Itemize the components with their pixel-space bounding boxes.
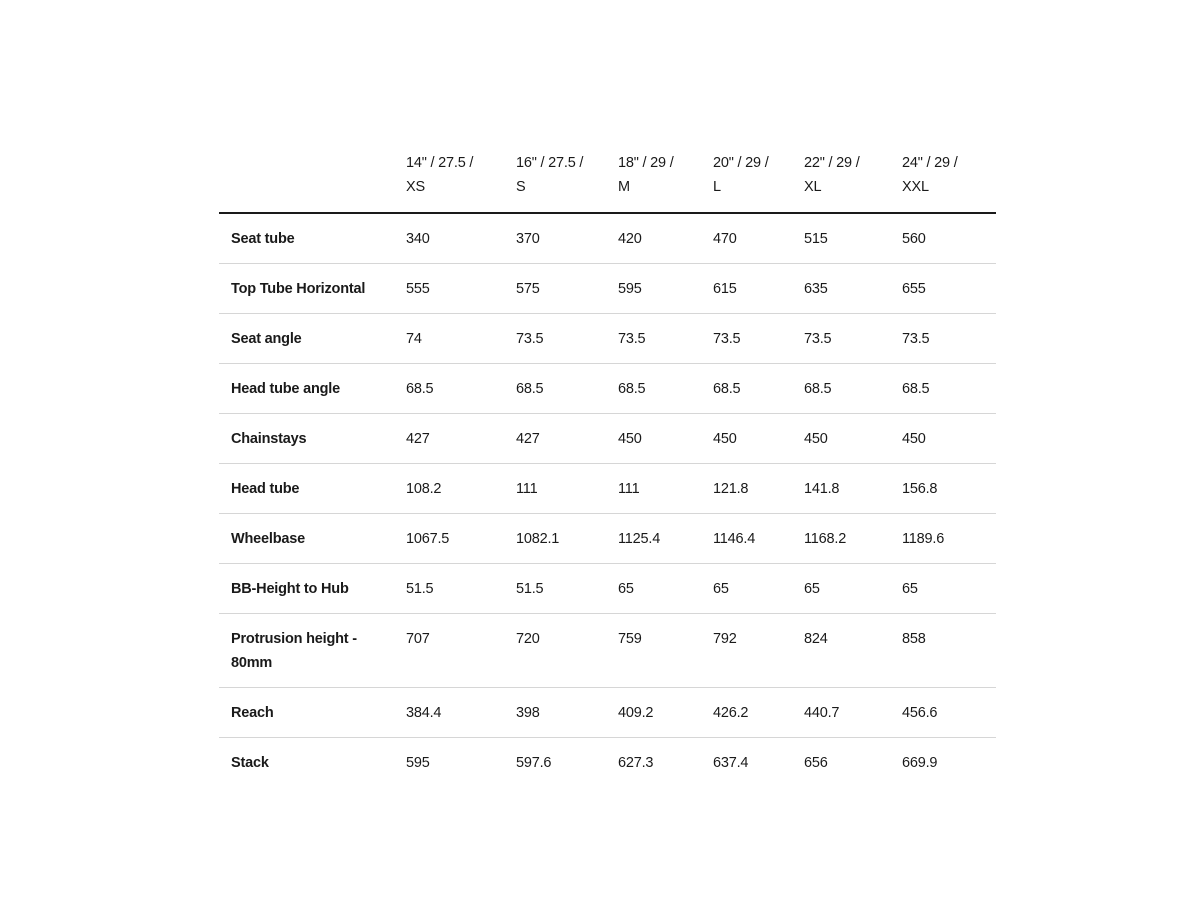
table-cell: 111 (606, 464, 701, 514)
table-cell: 669.9 (902, 755, 938, 771)
size-header-line: L (713, 179, 721, 195)
table-cell: 370 (504, 213, 606, 264)
table-cell: 427 (504, 414, 606, 464)
row-label: Head tube (219, 464, 394, 514)
table-cell: 456.6 (890, 688, 996, 738)
table-cell: 73.5 (701, 314, 792, 364)
size-header-line: XXL (902, 179, 929, 195)
table-row (219, 614, 996, 688)
table-row (219, 564, 996, 614)
row-label: Head tube angle (219, 364, 394, 414)
table-cell: 635 (792, 264, 890, 314)
table-cell: 68.5 (504, 364, 606, 414)
size-header-line: 24" / 29 / (902, 155, 958, 171)
table-cell: 450 (606, 414, 701, 464)
geometry-table (219, 142, 996, 775)
table-row (219, 213, 996, 264)
table-cell: 560 (890, 213, 996, 264)
table-cell: 73.5 (792, 314, 890, 364)
table-cell: 707 (394, 614, 504, 688)
table-cell: 597.6 (516, 755, 552, 771)
table-row (219, 414, 996, 464)
table-cell: 384.4 (394, 688, 504, 738)
table-cell: 74 (394, 314, 504, 364)
table-cell: 51.5 (394, 564, 504, 614)
table-cell: 420 (606, 213, 701, 264)
table-cell: 1082.1 (504, 514, 606, 564)
table-cell: 65 (890, 564, 996, 614)
table-cell: 73.5 (890, 314, 996, 364)
table-row (219, 264, 996, 314)
size-header-row (219, 142, 996, 213)
table-cell: 440.7 (792, 688, 890, 738)
table-cell: 824 (792, 614, 890, 688)
table-cell: 68.5 (701, 364, 792, 414)
table-row (219, 688, 996, 738)
table-cell: 340 (394, 213, 504, 264)
table-cell: 409.2 (606, 688, 701, 738)
table-cell: 515 (792, 213, 890, 264)
table-cell: 398 (504, 688, 606, 738)
row-label: BB-Height to Hub (219, 564, 394, 614)
table-cell: 655 (890, 264, 996, 314)
table-row (219, 514, 996, 564)
size-header-line: 20" / 29 / (713, 155, 769, 171)
table-cell: 450 (890, 414, 996, 464)
size-header-l (701, 142, 792, 213)
table-row (219, 738, 996, 776)
size-header-line: 18" / 29 / (618, 155, 674, 171)
table-cell: 68.5 (792, 364, 890, 414)
table-cell: 1189.6 (890, 514, 996, 564)
table-cell: 68.5 (606, 364, 701, 414)
size-header-s (504, 142, 606, 213)
size-header-line: S (516, 179, 526, 195)
table-cell: 450 (792, 414, 890, 464)
table-cell: 68.5 (890, 364, 996, 414)
size-header-line: 14" / 27.5 / (406, 155, 474, 171)
row-label: Seat tube (219, 213, 394, 264)
table-cell: 1168.2 (792, 514, 890, 564)
size-header-line: M (618, 179, 630, 195)
table-cell: 426.2 (701, 688, 792, 738)
table-cell: 720 (504, 614, 606, 688)
table-cell: 65 (701, 564, 792, 614)
row-label: Wheelbase (219, 514, 394, 564)
table-cell: 656 (804, 755, 828, 771)
table-cell: 121.8 (701, 464, 792, 514)
size-header-line: XS (406, 179, 425, 195)
row-label: Top Tube Horizontal (219, 264, 394, 314)
table-cell: 108.2 (394, 464, 504, 514)
table-cell: 858 (890, 614, 996, 688)
table-cell: 1146.4 (701, 514, 792, 564)
row-label: Protrusion height - 80mm (219, 614, 394, 688)
table-row (219, 314, 996, 364)
table-cell: 450 (701, 414, 792, 464)
table-cell: 73.5 (504, 314, 606, 364)
table-cell: 627.3 (618, 755, 654, 771)
table-cell: 65 (606, 564, 701, 614)
table-row (219, 464, 996, 514)
size-header-line: 16" / 27.5 / (516, 155, 584, 171)
table-cell: 615 (701, 264, 792, 314)
size-header-line: 22" / 29 / (804, 155, 860, 171)
size-header-xl (792, 142, 890, 213)
size-header-line: XL (804, 179, 822, 195)
table-cell: 555 (394, 264, 504, 314)
row-label: Stack (231, 755, 269, 771)
table-cell: 595 (606, 264, 701, 314)
size-header-m (606, 142, 701, 213)
table-cell: 111 (504, 464, 606, 514)
row-label: Seat angle (219, 314, 394, 364)
geometry-table-container (219, 142, 996, 775)
table-cell: 141.8 (792, 464, 890, 514)
table-cell: 759 (606, 614, 701, 688)
table-cell: 575 (504, 264, 606, 314)
geometry-table-body (219, 213, 996, 775)
corner-header-cell (219, 142, 394, 213)
table-cell: 68.5 (394, 364, 504, 414)
table-cell: 73.5 (606, 314, 701, 364)
table-cell: 637.4 (713, 755, 749, 771)
table-cell: 427 (394, 414, 504, 464)
table-cell: 595 (406, 755, 430, 771)
table-cell: 792 (701, 614, 792, 688)
table-cell: 156.8 (890, 464, 996, 514)
table-cell: 51.5 (504, 564, 606, 614)
size-header-xxl (890, 142, 996, 213)
table-cell: 470 (701, 213, 792, 264)
size-header-xs (394, 142, 504, 213)
row-label: Reach (219, 688, 394, 738)
table-cell: 1067.5 (394, 514, 504, 564)
table-cell: 1125.4 (606, 514, 701, 564)
table-cell: 65 (792, 564, 890, 614)
row-label: Chainstays (219, 414, 394, 464)
table-row (219, 364, 996, 414)
